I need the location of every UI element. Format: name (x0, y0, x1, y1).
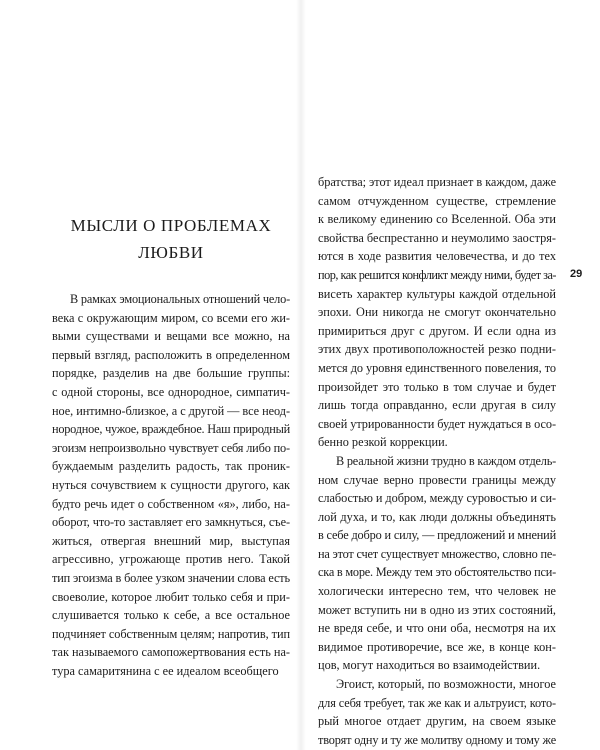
text-line: буждаемым разделить радость, так проник- (52, 459, 290, 474)
chapter-title-line: МЫСЛИ О ПРОБЛЕМАХ (70, 216, 272, 235)
chapter-title-line: ЛЮБВИ (138, 243, 204, 262)
text-line: будто речь идет о собственном «я», либо, на- (52, 496, 290, 511)
right-page-text (318, 173, 556, 749)
right-page (318, 173, 556, 749)
text-line: в себе добро и силу, — предложений и мнений (318, 528, 556, 543)
left-page-text (52, 290, 290, 680)
book-gutter (296, 0, 306, 750)
text-line: порядке, разделив на две большие группы: (52, 366, 290, 381)
text-line: творят одну и ту же молитву одному и тому же (318, 732, 556, 747)
text-line: лой духа, и то, как люди должны объединять (318, 509, 556, 524)
text-line: пор, как решится конфликт между ними, будет за- (318, 267, 556, 282)
text-line: ном случае верно провести границы между (318, 472, 556, 487)
text-line: эпохи. Они никогда не смогут окончательно (318, 305, 556, 320)
text-line: примириться друг с другом. И если одна из (318, 323, 556, 338)
text-line: висеть характер культуры каждой отдельной (318, 286, 556, 301)
text-line: самом отчужденном существе, стремление (318, 193, 556, 208)
text-line: бенно резкой коррекции. (318, 435, 448, 450)
text-line: свойства беспрестанно и неумолимо заостря- (318, 230, 556, 245)
text-line: произойдет это только в том случае и будет (318, 379, 556, 394)
text-line: житься, отвергая внешний мир, выступая (52, 533, 290, 548)
text-line: не вредя себе, и что они оба, несмотря на их (318, 621, 556, 636)
text-line: этих двух противоположностей резко подни- (318, 342, 556, 357)
text-line: В реальной жизни трудно в каждом отдель- (336, 453, 556, 468)
text-line: видимое противоречие, все же, в конце кон- (318, 639, 556, 654)
text-line: своеволие, которое любит только себя и при- (52, 589, 290, 604)
text-line: ются в ходе развития человечества, и до тех (318, 249, 556, 264)
text-line: эгоизм непроизвольно чувствует себя либо по- (52, 440, 290, 455)
text-line: цов, могут находиться во взаимодействии. (318, 658, 541, 673)
text-line: первый взгляд, расположить в определенном (52, 347, 290, 362)
text-line: к великому единению со Вселенной. Оба эти (318, 212, 556, 227)
chapter-title (52, 212, 290, 266)
text-line: нородное, чужое, враждебное. Наш природный (52, 422, 290, 437)
text-line: так называемого самопожертвования есть на- (52, 645, 290, 660)
text-line: слушивается только к себе, а все остальное (52, 608, 290, 623)
text-line: ное, интимно-близкое, а с другой — все неод- (52, 403, 290, 418)
text-line: слабостью и добром, между суровостью и си- (318, 491, 556, 506)
left-page (52, 212, 290, 680)
text-line: агрессивно, угрожающе против него. Такой (52, 552, 290, 567)
text-line: для себя требует, так же как и альтруист, кото- (318, 695, 556, 710)
text-line: тура самаритянина с ее идеалом всеобщего (52, 663, 279, 678)
text-line: оборот, что-то заставляет его замкнуться, съе- (52, 515, 290, 530)
text-line: братства; этот идеал признает в каждом, даже (318, 175, 556, 189)
text-line: века с окружающим миром, со всеми его жи- (52, 310, 290, 325)
text-line: мется до уровня единственного повеления, то (318, 360, 556, 375)
text-line: нуться сочувствием к сущности другого, как (52, 477, 290, 492)
text-line: своей утрированности будет нуждаться в осо- (318, 416, 556, 431)
text-line: ска в море. Между тем это обстоятельство пси- (318, 565, 556, 580)
text-line: тип эгоизма в более узком значении слова есть (52, 570, 290, 585)
text-line: Эгоист, который, по возможности, многое (336, 677, 556, 692)
text-line: хологически интересно тем, что человек не (318, 584, 556, 599)
text-line: может вступить ни в одно из этих состояний, (318, 602, 556, 617)
text-line: на этот счет существует множество, словно пе- (318, 546, 556, 561)
text-line: рый многое отдает другим, на своем языке (318, 714, 556, 729)
text-line: выми существами и вещами все можно, на (52, 329, 290, 344)
text-line: В рамках эмоциональных отношений чело- (70, 292, 290, 306)
text-line: лишь тогда оправданно, если другая в силу (318, 398, 556, 413)
text-line: подчиняет собственным целям; напротив, тип (52, 626, 290, 641)
page-number: 29 (570, 268, 583, 280)
text-line: с одной стороны, все однородное, симпатич- (52, 384, 290, 399)
